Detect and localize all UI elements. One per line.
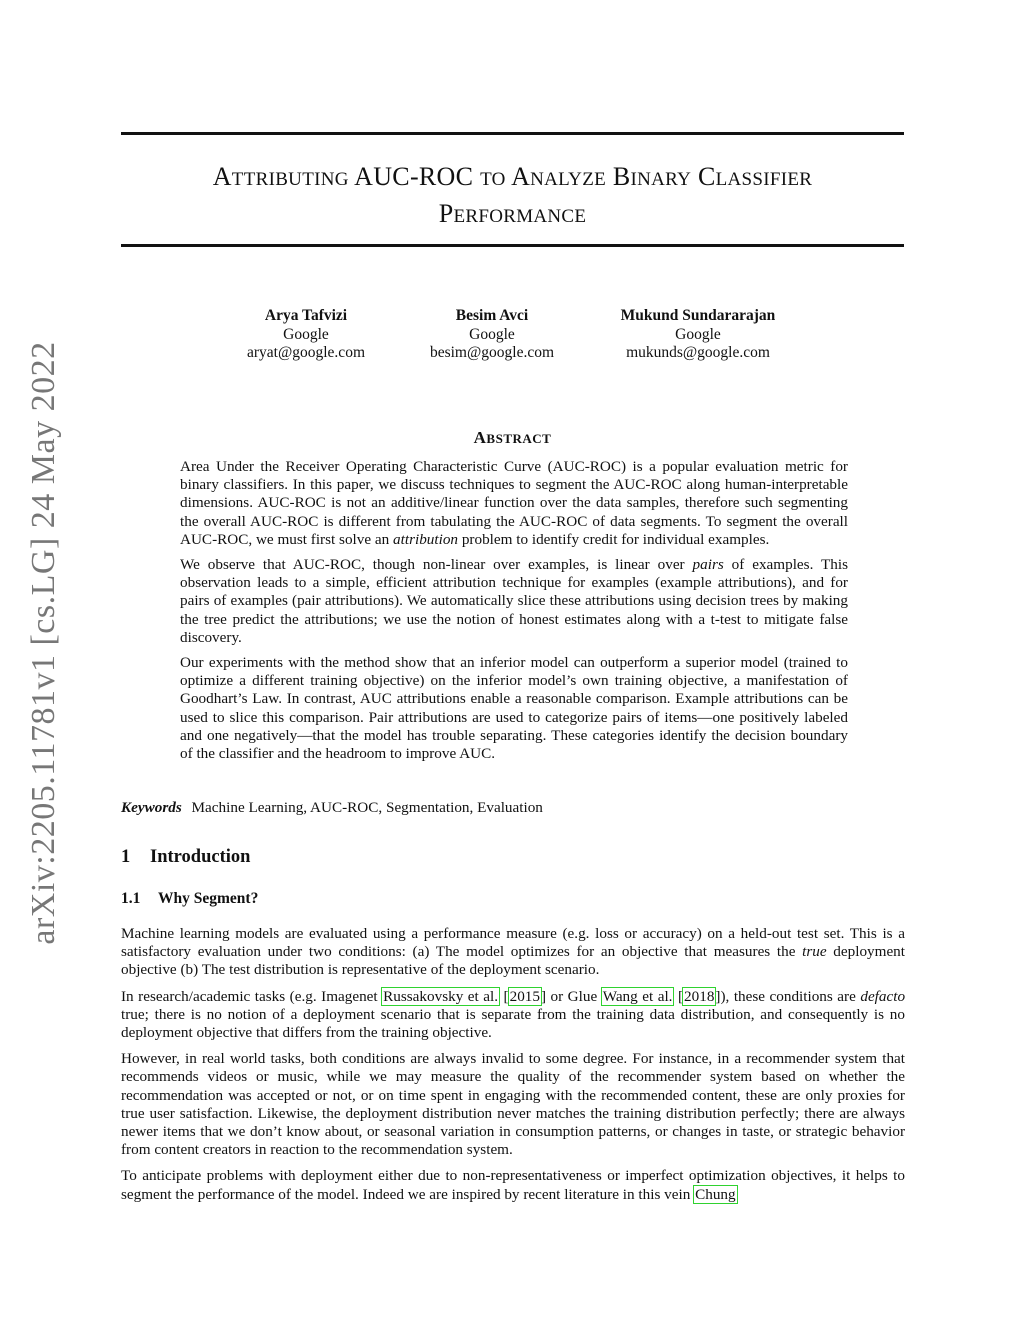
title-line-2 — [121, 197, 904, 234]
title-line-1 — [121, 160, 904, 197]
author-email[interactable]: aryat@google.com — [247, 344, 365, 361]
author-block — [412, 307, 572, 363]
citation-year-link[interactable]: 2018 — [684, 987, 715, 1005]
author-affiliation: Google — [283, 325, 329, 343]
author-name: Besim Avci — [455, 307, 529, 324]
subsection-heading — [121, 890, 258, 908]
citation-year-link[interactable]: 2015 — [509, 987, 540, 1005]
body-paragraph: To anticipate problems with deployment either due to non-representativeness or imperfect optimization objectives, it helps to segment the performance of the model. Indeed we are inspired by recent literature in this vein Chung — [121, 1167, 905, 1203]
citation-link[interactable]: Chung — [695, 1185, 736, 1203]
title-rule-bottom — [121, 244, 904, 247]
author-block — [226, 307, 386, 363]
title-word: TO — [480, 169, 506, 190]
title-word: PERFORMANCE — [438, 199, 587, 228]
title-word: AUC-ROC — [354, 162, 474, 191]
body-text — [121, 925, 905, 1212]
abstract-paragraph: Our experiments with the method show that an inferior model can outperform a superior model (trained to optimize a different training objective) on the inferior model’s own training objective, a manifestation of Goodhart’s Law. In contrast, AUC attributions enable a reasonable comparison. Example attributions can be used to slice this comparison. Pair attributions are used to categorize pairs of items—one positively labeled and one negatively—that the model has trouble separating. These categories identify the decision boundary of the classifier and the headroom to improve AUC. — [180, 654, 848, 763]
body-paragraph: In research/academic tasks (e.g. Imagenet Russakovsky et al. [2015] or Glue Wang et al. [2018]), these conditions are defacto true; there is no notion of a deployment scenario that is separate from the training data distribution, and consequently is no deployment objective that differs from the training objective. — [121, 987, 906, 1042]
body-paragraph: However, in real world tasks, both conditions are always invalid to some degree. For instance, in a recommender system that recommends videos or music, while we may measure the quality of the recommender system based on whether the recommendation was accepted or not, or on time spent in engaging with the recommended content, these are only proxies for true user satisfaction. Likewise, the deployment distribution never matches the training distribution perfectly; there are always newer items that we don’t know about, or seasonal variation in consumption patterns, or changes in taste, or strategic behavior from content creators in reaction to the recommendation system. — [121, 1050, 905, 1159]
keywords-label: Keywords — [121, 799, 182, 816]
title-word: CLASSIFIER — [697, 162, 813, 191]
paper-title — [121, 160, 904, 234]
author-email[interactable]: mukunds@google.com — [626, 344, 770, 361]
subsection-title: Why Segment? — [158, 890, 259, 907]
title-rule-top — [121, 132, 904, 135]
keywords — [121, 799, 904, 817]
section-title: Introduction — [150, 847, 251, 867]
citation-link[interactable]: Wang et al. — [602, 987, 673, 1005]
citation-link[interactable]: Russakovsky et al. — [383, 987, 499, 1005]
author-block — [598, 307, 798, 363]
section-heading — [121, 847, 250, 868]
author-name: Mukund Sundararajan — [620, 307, 776, 324]
author-email[interactable]: besim@google.com — [429, 344, 555, 361]
arxiv-identifier[interactable]: arXiv:2205.11781v1 [cs.LG] 24 May 2022 — [25, 341, 62, 945]
section-number: 1 — [121, 847, 131, 867]
author-name: Arya Tafvizi — [264, 307, 348, 324]
title-word: ATTRIBUTING — [212, 162, 349, 191]
abstract-body — [180, 458, 848, 770]
abstract-heading: ABSTRACT — [473, 428, 552, 447]
keywords-text: Machine Learning, AUC-ROC, Segmentation, Evaluation — [191, 799, 543, 816]
author-affiliation: Google — [675, 325, 721, 343]
subsection-number: 1.1 — [121, 890, 141, 907]
body-paragraph: Machine learning models are evaluated using a performance measure (e.g. loss or accuracy) on a held-out test set. This is a satisfactory evaluation under two conditions: (a) The model optimizes for an objective that measures the true deployment objective (b) The test distribution is representative of the deployment scenario. — [121, 925, 905, 979]
abstract-paragraph: Area Under the Receiver Operating Characteristic Curve (AUC-ROC) is a popular evaluation metric for binary classifiers. In this paper, we discuss techniques to segment the AUC-ROC along human-interpretable dimensions. AUC-ROC is not an additive/linear function over the data samples, therefore such segmenting the overall AUC-ROC is different from tabulating the AUC-ROC of data segments. To segment the overall AUC-ROC, we must first solve an attribution problem to identify credit for individual examples. — [180, 458, 848, 548]
title-word: BINARY — [612, 162, 692, 191]
title-word: ANALYZE — [511, 162, 607, 191]
author-affiliation: Google — [469, 325, 515, 343]
abstract-paragraph: We observe that AUC-ROC, though non-linear over examples, is linear over pairs of examples. This observation leads to a simple, efficient attribution technique for examples (example attributions), and for pairs of examples (pair attributions). We automatically slice these attributions using decision trees by making the tree predict the attributions; we use the notion of honest estimates along with a t-test to mitigate false discovery. — [180, 556, 848, 646]
